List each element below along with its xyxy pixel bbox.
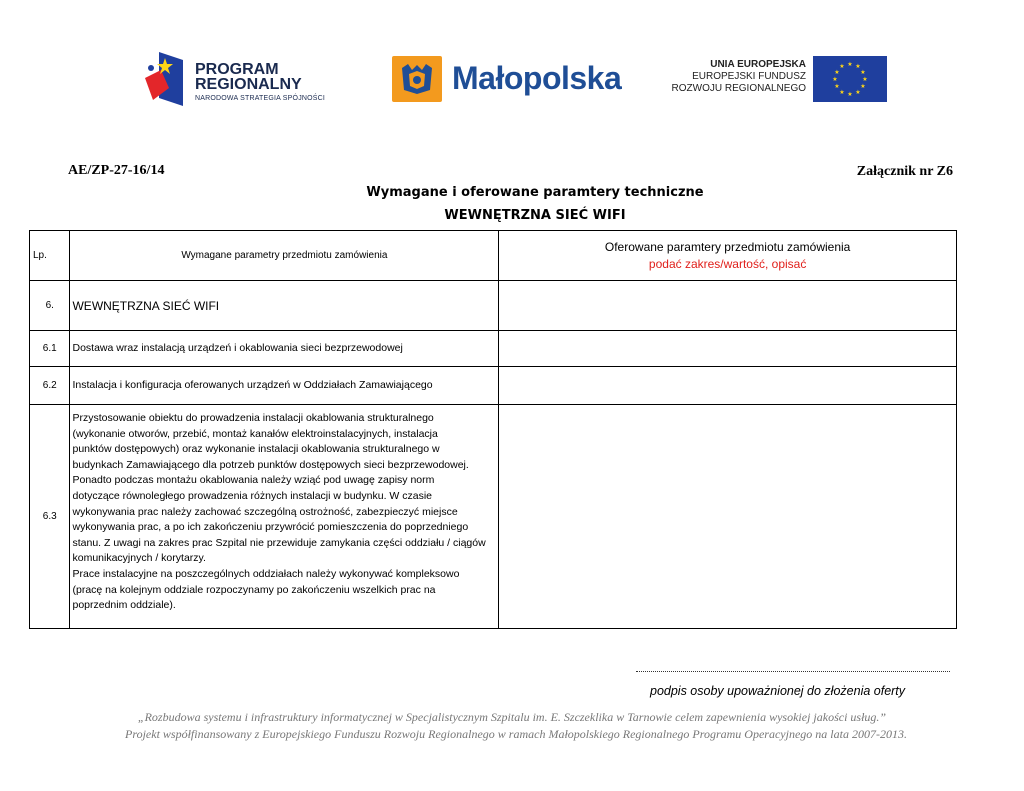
requirement-line: Prace instalacyjne na poszczególnych oddziałach należy wykonywać kompleksowo [72,567,460,580]
col-header-offered-note: podać zakres/wartość, opisać [648,256,807,271]
program-regionalny-flag-icon [145,50,183,108]
svg-text:★: ★ [847,61,853,68]
malopolska-wordmark: Małopolska [452,60,622,96]
requirement-line: dotyczące równoległego prowadzenia różnych instalacji w budynku. W czasie [72,489,433,502]
requirement-line: komunikacyjnych / korytarzy. [72,552,206,565]
eu-flag-icon [813,56,887,102]
requirement-line: punktów dostępowych) oraz wykonanie instalacji okablowania strukturalnego w [72,443,440,456]
requirement-line: stanu. Z uwagi na zakres prac Szpital nie przewiduje zamykania części oddziału / ciągów [72,536,486,549]
requirement-line: (pracę na kolejnym oddziale rozpoczynamy po zakończeniu wszelkich prac na [72,583,436,596]
row-lp: 6.1 [30,331,70,367]
program-label: PROGRAM [195,61,279,78]
row-offered-cell[interactable] [499,405,957,629]
malopolska-crest-icon [392,56,442,102]
row-requirement: Dostawa wraz instalacją urządzeń i okablowania sieci bezprzewodowej [70,331,499,367]
svg-text:★: ★ [855,89,861,96]
section-title: WEWNĘTRZNA SIEĆ WIFI [70,281,499,331]
eu-line3: ROZWOJU REGIONALNEGO [671,83,806,94]
col-header-offered-title: Oferowane paramtery przedmiotu zamówienia [604,239,851,254]
svg-text:★: ★ [834,83,840,90]
spec-table [29,230,957,629]
malopolska-logo [392,56,637,104]
requirement-line: Ponadto podczas montażu okablowania należy wziąć pod uwagę zapisy norm [72,474,435,487]
col-header-lp: Lp. [30,231,70,281]
strategy-label: NARODOWA STRATEGIA SPÓJNOŚCI [195,95,326,102]
page-title: Wymagane i oferowane paramtery techniczne [366,185,704,200]
table-header-row [30,231,957,281]
table-row-long [30,405,957,629]
table-row [30,367,957,405]
svg-text:★: ★ [862,76,868,83]
col-header-required: Wymagane parametry przedmiotu zamówienia [70,231,499,281]
eu-line1: UNIA EUROPEJSKA [710,59,806,70]
signature-label: podpis osoby upoważnionej do złożenia oferty [650,684,906,698]
svg-text:★: ★ [839,63,845,70]
row-offered-cell[interactable] [499,331,957,367]
row-lp: 6.3 [30,405,70,629]
svg-text:★: ★ [860,69,866,76]
requirement-line: wykonywania prac należy zachować szczególną ostrożność, zabezpieczyć miejsce [72,505,458,518]
requirement-line: budynkach Zamawiającego dla potrzeb punktów dostępowych sieci bezprzewodowej. [72,458,469,471]
regionalny-label: REGIONALNY [195,76,302,93]
svg-text:★: ★ [847,91,853,98]
footer-project-title: „Rozbudowa systemu i infrastruktury informatycznej w Specjalistycznym Szpitalu im. E. Szczeklika w Tarnowie celem zapewnienia wysokiej jakości usług.” [137,710,887,724]
requirement-line: (wykonanie otworów, przebić, montaż kanałów elektroinstalacyjnych, instalacja [72,427,438,440]
svg-text:★: ★ [839,89,845,96]
svg-text:★: ★ [832,76,838,83]
eu-logo [671,56,890,104]
eu-line2: EUROPEJSKI FUNDUSZ [692,71,806,82]
program-regionalny-logo [145,50,345,108]
section-row [30,281,957,331]
row-requirement: Instalacja i konfiguracja oferowanych urządzeń w Oddziałach Zamawiającego [70,367,499,405]
svg-text:★: ★ [860,83,866,90]
requirement-line: wykonywania prac, a po ich zakończeniu przywrócić pomieszczenia do poprzedniego [72,521,469,534]
requirement-line: poprzednim oddziale). [72,599,176,612]
row-offered-cell[interactable] [499,367,957,405]
annex-label: Załącznik nr Z6 [856,164,953,179]
page-subtitle: WEWNĘTRZNA SIEĆ WIFI [444,208,626,223]
table-row [30,331,957,367]
footer-funding-note: Projekt współfinansowany z Europejskiego Funduszu Rozwoju Regionalnego w ramach Małopolskiego Regionalnego Programu Operacyjnego na lata 2007-2013. [125,727,907,741]
svg-text:★: ★ [855,63,861,70]
row-lp: 6.2 [30,367,70,405]
col-header-offered [499,231,957,281]
svg-text:★: ★ [834,69,840,76]
requirement-line: Przystosowanie obiektu do prowadzenia instalacji okablowania strukturalnego [72,412,434,424]
reference-number: AE/ZP-27-16/14 [68,163,165,178]
row-requirement-long [70,405,499,629]
signature-line [636,670,950,672]
section-lp: 6. [30,281,70,331]
eu-text [672,59,806,95]
section-offered-cell[interactable] [499,281,957,331]
